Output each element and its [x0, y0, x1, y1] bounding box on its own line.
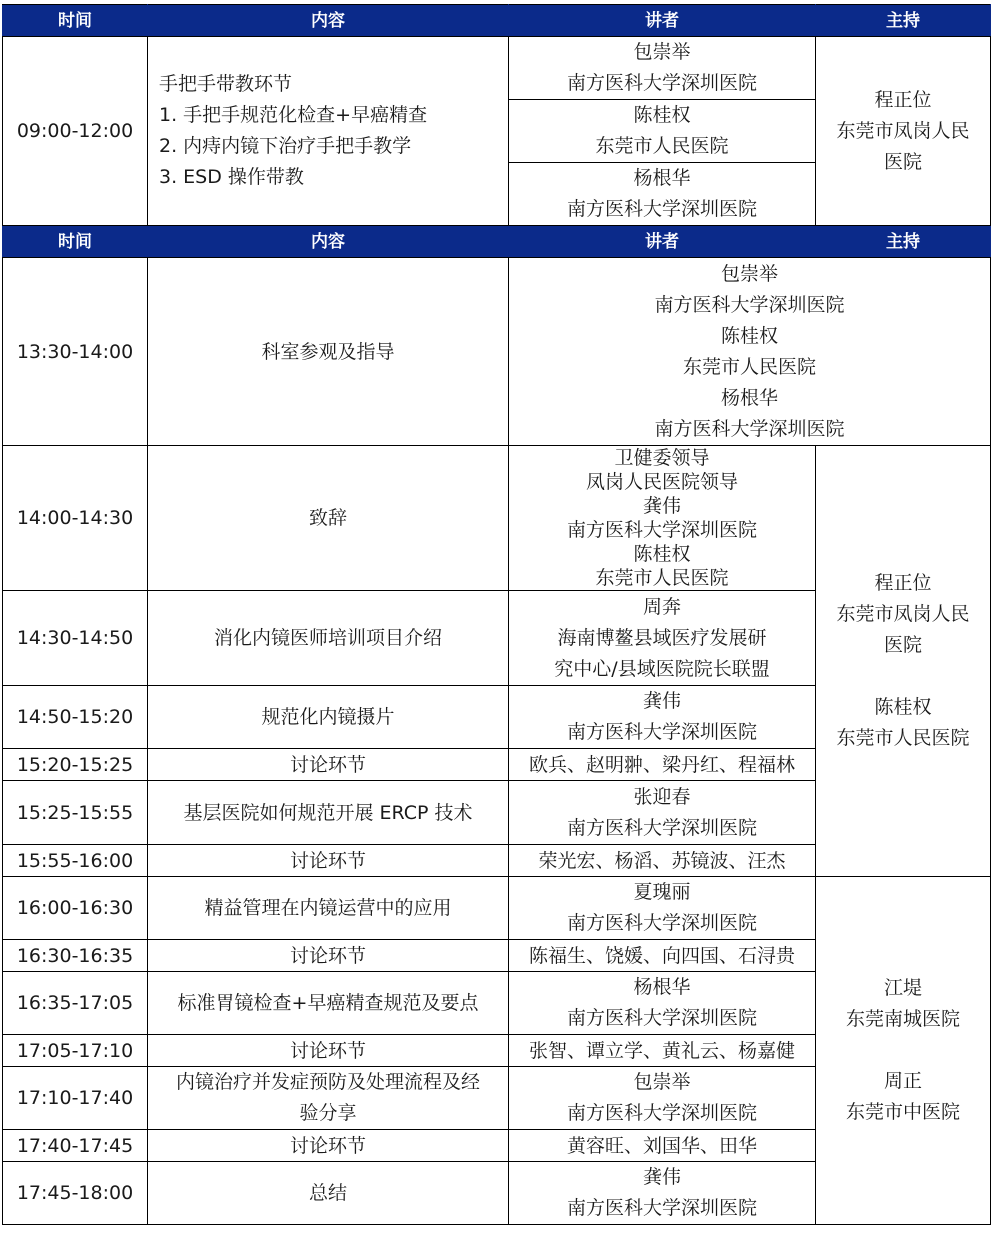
speaker-name: 陈桂权: [633, 104, 691, 126]
content-cell: 总结: [148, 1162, 509, 1225]
header-content: 内容: [148, 5, 509, 37]
speaker-cell: 欧兵、赵明翀、梁丹红、程福林: [509, 749, 816, 781]
header-row: [3, 5, 991, 37]
speaker-cell: 张智、谭立学、黄礼云、杨嘉健: [509, 1035, 816, 1067]
content-cell: 致辞: [148, 446, 509, 591]
time-cell: 17:05-17:10: [3, 1035, 148, 1067]
speaker-line: 南方医科大学深圳医院: [566, 912, 757, 934]
host-cell: [816, 37, 991, 226]
time-cell: 09:00-12:00: [3, 37, 148, 226]
host-affiliation: 东莞南城医院: [845, 1008, 960, 1030]
content-line: 2. 内痔内镜下治疗手把手教学: [159, 135, 412, 157]
host-name: 江堤: [883, 977, 922, 999]
speaker-cell: [509, 686, 816, 749]
speaker-name: 杨根华: [633, 167, 691, 189]
content-cell: [148, 37, 509, 226]
speaker-line: 南方医科大学深圳医院: [566, 1102, 757, 1124]
host-name: 周正: [883, 1070, 922, 1092]
speaker-affiliation: 东莞市人民医院: [682, 355, 816, 378]
host-affiliation: 医院: [883, 634, 922, 656]
header-speaker: 讲者: [509, 5, 816, 37]
time-cell: 15:55-16:00: [3, 845, 148, 877]
speaker-line: 龚伟: [642, 495, 681, 517]
table-row: [3, 446, 991, 591]
host-affiliation: 东莞市中医院: [845, 1101, 960, 1123]
speaker-line: 南方医科大学深圳医院: [566, 1007, 757, 1029]
speaker-affiliation: 东莞市人民医院: [595, 135, 729, 157]
speaker-name: 包崇举: [633, 41, 691, 63]
content-cell: 讨论环节: [148, 845, 509, 877]
time-cell: 13:30-14:00: [3, 258, 148, 446]
time-cell: 17:10-17:40: [3, 1067, 148, 1130]
speaker-line: 南方医科大学深圳医院: [566, 519, 757, 541]
host-affiliation: 医院: [883, 150, 922, 173]
header-host: 主持: [816, 5, 991, 37]
time-cell: 15:20-15:25: [3, 749, 148, 781]
speaker-cell: [509, 781, 816, 845]
schedule-table: [2, 4, 991, 1225]
host-cell: [816, 446, 991, 877]
speaker-name: 杨根华: [720, 386, 778, 409]
speaker-line: 杨根华: [633, 976, 691, 998]
time-cell: 14:30-14:50: [3, 591, 148, 686]
content-cell: 规范化内镜摄片: [148, 686, 509, 749]
header-speaker: 讲者: [509, 226, 816, 258]
host-affiliation: 东莞市凤岗人民: [836, 119, 970, 142]
time-cell: 16:00-16:30: [3, 877, 148, 940]
content-cell: 精益管理在内镜运营中的应用: [148, 877, 509, 940]
content-line: 内镜治疗并发症预防及处理流程及经: [175, 1071, 480, 1093]
header-time: 时间: [3, 5, 148, 37]
speaker-line: 龚伟: [642, 1166, 681, 1188]
speaker-line: 海南博鳌县域医疗发展研: [557, 626, 767, 649]
speaker-cell: [509, 258, 991, 446]
speaker-line: 龚伟: [642, 690, 681, 712]
time-cell: 15:25-15:55: [3, 781, 148, 845]
content-line: 3. ESD 操作带教: [159, 166, 304, 188]
time-cell: 17:45-18:00: [3, 1162, 148, 1225]
speaker-line: 陈桂权: [633, 543, 691, 565]
content-line: 手把手带教环节: [159, 73, 293, 95]
host-name: 程正位: [874, 88, 932, 111]
content-cell: 讨论环节: [148, 940, 509, 972]
content-cell: 科室参观及指导: [148, 258, 509, 446]
table-row: [3, 877, 991, 940]
content-cell: [148, 1067, 509, 1130]
content-cell: 基层医院如何规范开展 ERCP 技术: [148, 781, 509, 845]
speaker-name: 陈桂权: [720, 324, 778, 347]
time-cell: 14:00-14:30: [3, 446, 148, 591]
header-row: [3, 226, 991, 258]
speaker-cell: [509, 446, 816, 591]
speaker-line: 凤岗人民医院领导: [585, 471, 738, 493]
speaker-affiliation: 南方医科大学深圳医院: [566, 72, 757, 94]
speaker-cell: [509, 1162, 816, 1225]
speaker-cell: [509, 37, 816, 100]
speaker-line: 南方医科大学深圳医院: [566, 816, 757, 839]
content-cell: 讨论环节: [148, 1130, 509, 1162]
content-cell: 讨论环节: [148, 1035, 509, 1067]
speaker-line: 夏瑰丽: [633, 881, 691, 903]
speaker-line: 究中心/县域医院院长联盟: [554, 657, 770, 680]
content-cell: 消化内镜医师培训项目介绍: [148, 591, 509, 686]
speaker-cell: [509, 163, 816, 226]
speaker-cell: [509, 1067, 816, 1130]
header-time: 时间: [3, 226, 148, 258]
speaker-cell: [509, 972, 816, 1035]
speaker-cell: [509, 100, 816, 163]
content-cell: 讨论环节: [148, 749, 509, 781]
time-cell: 14:50-15:20: [3, 686, 148, 749]
table-row: [3, 258, 991, 446]
speaker-line: 南方医科大学深圳医院: [566, 721, 757, 743]
header-content: 内容: [148, 226, 509, 258]
speaker-affiliation: 南方医科大学深圳医院: [654, 293, 845, 316]
speaker-line: 包崇举: [633, 1071, 691, 1093]
speaker-name: 包崇举: [720, 262, 778, 285]
speaker-cell: [509, 877, 816, 940]
speaker-affiliation: 南方医科大学深圳医院: [654, 417, 845, 440]
speaker-line: 卫健委领导: [614, 447, 710, 469]
speaker-cell: [509, 591, 816, 686]
speaker-line: 南方医科大学深圳医院: [566, 1197, 757, 1219]
content-line: 1. 手把手规范化检查+早癌精查: [159, 104, 428, 126]
speaker-cell: 陈福生、饶媛、向四国、石浔贵: [509, 940, 816, 972]
time-cell: 17:40-17:45: [3, 1130, 148, 1162]
host-affiliation: 东莞市人民医院: [836, 727, 970, 749]
table-row: [3, 37, 991, 100]
time-cell: 16:30-16:35: [3, 940, 148, 972]
speaker-cell: 荣光宏、杨滔、苏镜波、汪杰: [509, 845, 816, 877]
speaker-line: 东莞市人民医院: [595, 567, 729, 589]
host-name: 程正位: [874, 572, 932, 594]
host-name: 陈桂权: [874, 696, 932, 718]
content-line: 验分享: [299, 1102, 357, 1124]
time-cell: 16:35-17:05: [3, 972, 148, 1035]
speaker-line: 周奔: [642, 595, 681, 618]
speaker-affiliation: 南方医科大学深圳医院: [566, 198, 757, 220]
host-cell: [816, 877, 991, 1225]
speaker-line: 张迎春: [633, 785, 691, 808]
content-cell: 标准胃镜检查+早癌精查规范及要点: [148, 972, 509, 1035]
header-host: 主持: [816, 226, 991, 258]
speaker-cell: 黄容旺、刘国华、田华: [509, 1130, 816, 1162]
host-affiliation: 东莞市凤岗人民: [836, 603, 970, 625]
